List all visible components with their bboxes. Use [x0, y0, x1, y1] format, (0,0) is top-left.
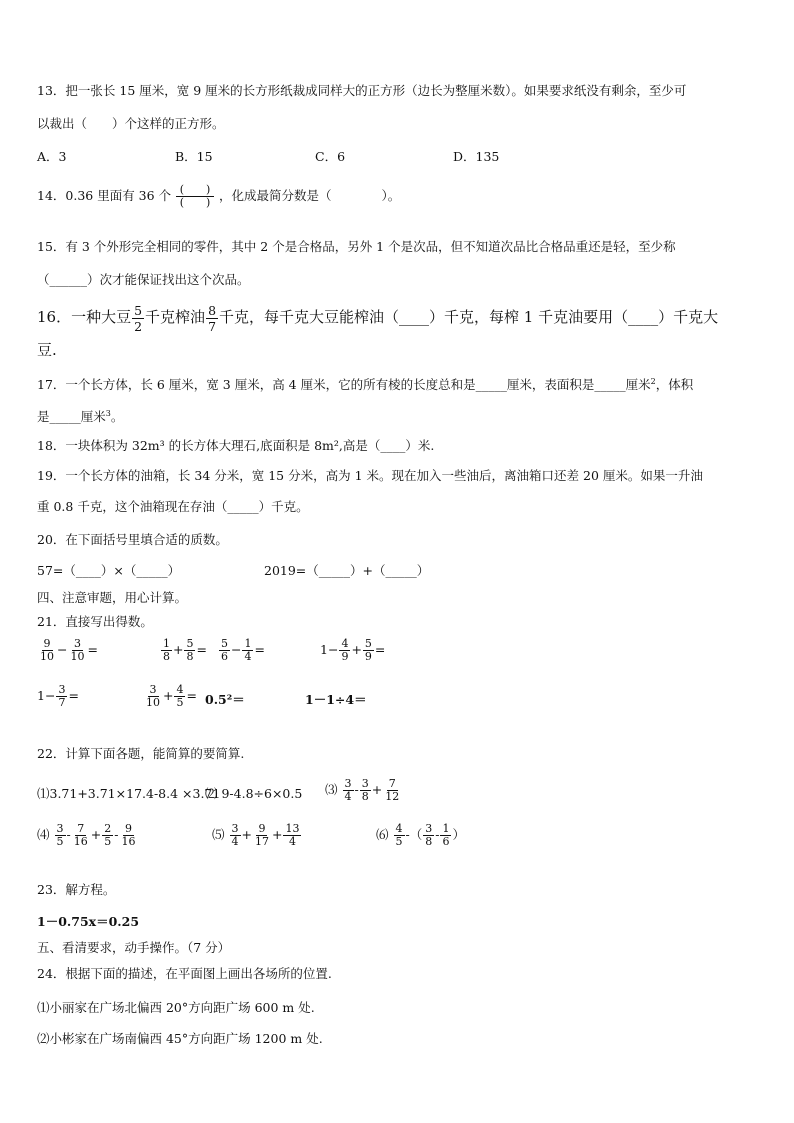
den: 8 — [163, 650, 170, 663]
q21-item-8: 1－1÷4＝ — [305, 692, 367, 707]
q14-fraction-blank — [176, 184, 214, 209]
operator: + — [371, 782, 383, 797]
q16-t2: 千克榨油 — [145, 308, 206, 326]
den: 17 — [254, 835, 269, 848]
fraction — [161, 638, 172, 663]
section-4-heading: 四、注意审题，用心计算。 — [37, 590, 188, 605]
operator: - — [66, 827, 71, 842]
q16-t3: 千克，每千克大豆能榨油（____）千克，每榨 1 千克油要用（____）千克大 — [219, 308, 719, 326]
operator: + — [351, 642, 362, 657]
q24-title: 24．根据下面的描述，在平面图上画出各场所的位置. — [37, 966, 332, 981]
fraction — [68, 638, 86, 663]
equals: = — [87, 642, 98, 657]
den: 6 — [442, 835, 450, 848]
fraction — [102, 823, 113, 848]
q16-f1-den: 2 — [134, 318, 143, 334]
q16-f1-num: 5 — [134, 302, 143, 318]
num: 5 — [364, 637, 372, 650]
q21-item-2 — [160, 638, 207, 663]
den: 8 — [425, 835, 433, 848]
den: 4 — [231, 835, 239, 848]
den: 10 — [70, 650, 85, 663]
num: 3 — [344, 777, 352, 790]
den: 5 — [176, 696, 184, 709]
fraction — [363, 638, 374, 663]
num: 9 — [258, 822, 266, 835]
num: 4 — [341, 637, 349, 650]
fraction — [174, 684, 185, 709]
fraction — [343, 778, 354, 803]
q16-fraction-2 — [206, 303, 218, 334]
fraction — [253, 823, 271, 848]
label: ⑶ — [325, 782, 338, 797]
den: 6 — [221, 650, 228, 663]
fraction — [242, 638, 253, 663]
fraction — [394, 823, 405, 848]
num: 9 — [43, 637, 51, 650]
q21-item-1 — [37, 638, 98, 663]
q17-line2b: 。 — [110, 409, 124, 425]
q16-f2-num: 8 — [208, 302, 217, 318]
q23-equation: 1－0.75x＝0.25 — [37, 914, 140, 929]
den: 4 — [244, 650, 252, 663]
q19-line1: 19．一个长方体的油箱，长 34 分米，宽 15 分米，高为 1 米。现在加入一些油后，离油箱口还差 20 厘米。如果一升油 — [37, 468, 703, 483]
den: 5 — [104, 835, 112, 848]
den: 9 — [364, 650, 372, 663]
fraction — [55, 823, 66, 848]
num: 2 — [104, 822, 112, 835]
num: 3 — [149, 683, 157, 696]
num: 13 — [285, 822, 300, 835]
q17-line2a: 是_____厘米 — [37, 409, 106, 425]
q14-frac-den: ( ) — [179, 196, 211, 209]
q22-part-3 — [325, 778, 402, 803]
fraction — [383, 778, 401, 803]
equals: = — [374, 642, 386, 657]
q21-title: 21．直接写出得数。 — [37, 614, 153, 629]
operator: - — [354, 782, 359, 797]
num: 5 — [221, 637, 228, 650]
q16-f2-den: 7 — [208, 318, 217, 334]
q22-part-1: ⑴3.71+3.71×17.4-8.4 ×3.71 — [37, 786, 221, 801]
num: 9 — [124, 822, 132, 835]
q14-suffix: ，化成最简分数是（ ）。 — [219, 188, 401, 203]
q17-sup1: 2 — [650, 377, 656, 386]
operator: - — [114, 827, 119, 842]
den: 8 — [361, 790, 369, 803]
num: 3 — [425, 822, 433, 835]
den: 4 — [288, 835, 296, 848]
q16-line1 — [37, 300, 718, 334]
q13-line2: 以裁出（ ）个这样的正方形。 — [37, 116, 225, 131]
q17-line1b: ，体积 — [655, 377, 694, 393]
label: ⑸ — [212, 827, 225, 842]
q21-item-4 — [320, 638, 385, 663]
q19-line2: 重 0.8 千克，这个油箱现在存油（_____）千克。 — [37, 499, 309, 514]
q17-line2 — [37, 406, 123, 425]
equals: = — [196, 642, 207, 657]
num: 1 — [244, 637, 252, 650]
den: 12 — [385, 790, 400, 803]
num: 3 — [56, 822, 64, 835]
num: 3 — [231, 822, 239, 835]
q23-title: 23．解方程。 — [37, 882, 116, 897]
den: 4 — [344, 790, 352, 803]
q24-part-2: ⑵小彬家在广场南偏西 45°方向距广场 1200 m 处. — [37, 1031, 323, 1046]
fraction — [283, 823, 301, 848]
fraction — [56, 684, 67, 709]
q21-item-7: 0.5²＝ — [205, 692, 245, 707]
q15-line2: （______）次才能保证找出这个次品。 — [37, 272, 250, 287]
fraction — [230, 823, 241, 848]
equals: = — [186, 688, 197, 703]
fraction — [440, 823, 451, 848]
q17-line1 — [37, 374, 693, 393]
operator: − — [231, 642, 242, 657]
equals: = — [68, 688, 79, 703]
q14-frac-num: ( ) — [176, 184, 214, 197]
operator: + — [241, 827, 252, 842]
equals: = — [254, 642, 265, 657]
fraction — [219, 638, 230, 663]
q13-option-c: C．6 — [315, 149, 346, 164]
q21-item-5 — [37, 684, 79, 709]
q17-sup2: 3 — [105, 409, 111, 418]
q21-item-6 — [143, 684, 197, 709]
q14-prefix: 14．0.36 里面有 36 个 — [37, 188, 172, 203]
den: 8 — [186, 650, 194, 663]
num: 1 — [163, 637, 170, 650]
q16-fraction-1 — [132, 303, 144, 334]
lead: 1− — [37, 688, 56, 703]
den: 16 — [73, 835, 88, 848]
q22-part-6 — [376, 823, 465, 848]
den: 9 — [341, 650, 349, 663]
num: 4 — [395, 822, 403, 835]
fraction — [360, 778, 371, 803]
fraction — [339, 638, 350, 663]
q14 — [37, 184, 400, 209]
q16-t1: 16．一种大豆 — [37, 308, 132, 326]
fraction — [423, 823, 434, 848]
q15-line1: 15．有 3 个外形完全相同的零件，其中 2 个是合格品，另外 1 个是次品，但不知道次品比合格品重还是轻，至少称 — [37, 239, 676, 254]
num: 7 — [388, 777, 396, 790]
fraction — [119, 823, 137, 848]
section-5-heading: 五、看清要求，动手操作。（7 分） — [37, 940, 231, 955]
den: 7 — [58, 696, 66, 709]
operator: - — [435, 827, 440, 842]
q22-part-4 — [37, 823, 138, 848]
num: 1 — [442, 822, 450, 835]
den: 5 — [56, 835, 64, 848]
operator: + — [90, 827, 102, 842]
q13-option-a: A．3 — [37, 149, 67, 164]
num: 4 — [176, 683, 184, 696]
fraction — [144, 684, 162, 709]
q16-line2: 豆. — [37, 341, 57, 359]
q20-title: 20．在下面括号里填合适的质数。 — [37, 532, 228, 547]
close-paren: ） — [452, 827, 465, 842]
operator: − — [57, 642, 68, 657]
q22-part-2: ⑵ 9-4.8÷6×0.5 — [205, 786, 303, 801]
fraction — [72, 823, 90, 848]
q13-line1: 13．把一张长 15 厘米，宽 9 厘米的长方形纸裁成同样大的正方形（边长为整厘米数）。如果要求纸没有剩余，至少可 — [37, 83, 687, 98]
q22-title: 22．计算下面各题，能简算的要简算. — [37, 746, 245, 761]
q20-a: 57=（____）×（_____） — [37, 563, 181, 578]
den: 10 — [146, 696, 160, 709]
q13-option-b: B．15 — [175, 149, 213, 164]
den: 16 — [121, 835, 136, 848]
den: 5 — [395, 835, 403, 848]
q18: 18．一块体积为 32m³ 的长方体大理石,底面积是 8m²,高是（____）米. — [37, 438, 435, 453]
label: ⑹ — [376, 827, 389, 842]
operator: -（ — [405, 827, 423, 842]
num: 5 — [186, 637, 194, 650]
num: 3 — [361, 777, 369, 790]
fraction — [38, 638, 56, 663]
fraction — [184, 638, 195, 663]
q13-option-d: D．135 — [453, 149, 500, 164]
q17-line1a: 17．一个长方体，长 6 厘米，宽 3 厘米，高 4 厘米，它的所有棱的长度总和是_____厘米，表面积是_____厘米 — [37, 377, 651, 393]
q24-part-1: ⑴小丽家在广场北偏西 20°方向距广场 600 m 处. — [37, 1000, 315, 1015]
operator: + — [271, 827, 283, 842]
num: 7 — [77, 822, 85, 835]
label: ⑷ — [37, 827, 50, 842]
q21-item-3 — [218, 638, 265, 663]
operator: + — [173, 642, 184, 657]
q22-part-5 — [212, 823, 302, 848]
num: 3 — [73, 637, 81, 650]
q20-b: 2019=（_____）+（_____） — [264, 563, 430, 578]
den: 10 — [40, 650, 54, 663]
operator: + — [163, 688, 174, 703]
lead: 1− — [320, 642, 339, 657]
num: 3 — [58, 683, 66, 696]
